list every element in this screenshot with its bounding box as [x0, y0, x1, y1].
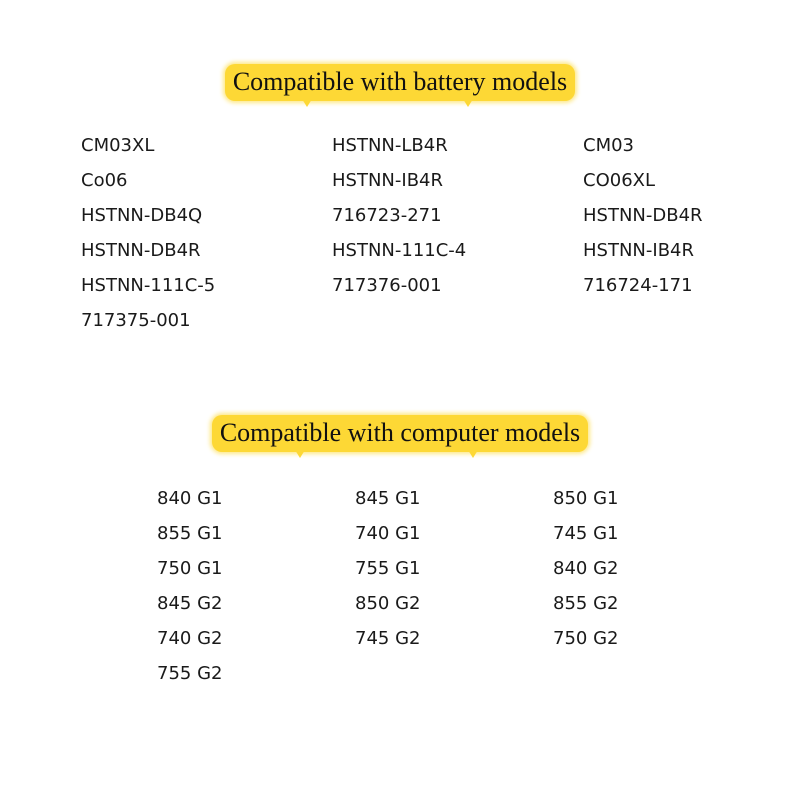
battery-model: CO06XL [583, 170, 655, 191]
battery-model: 716724-171 [583, 275, 693, 296]
battery-model: HSTNN-111C-5 [81, 275, 216, 296]
computer-model: 740 G1 [355, 523, 421, 544]
battery-model: HSTNN-DB4Q [81, 205, 203, 226]
computer-model: 745 G1 [553, 523, 619, 544]
computer-model: 845 G2 [157, 593, 223, 614]
computer-model: 850 G1 [553, 488, 619, 509]
computer-model: 840 G2 [553, 558, 619, 579]
battery-models-column-1 [81, 128, 215, 338]
battery-model: HSTNN-DB4R [583, 205, 703, 226]
computer-section-title: Compatible with computer models [212, 415, 588, 452]
battery-model: HSTNN-IB4R [332, 170, 443, 191]
battery-model: 717375-001 [81, 310, 191, 331]
computer-model: 755 G1 [355, 558, 421, 579]
battery-model: CM03XL [81, 135, 155, 156]
computer-model: 740 G2 [157, 628, 223, 649]
battery-model: 717376-001 [332, 275, 442, 296]
computer-models-column-1 [157, 481, 222, 691]
battery-section-title: Compatible with battery models [225, 64, 575, 101]
battery-model: 716723-271 [332, 205, 442, 226]
computer-model: 745 G2 [355, 628, 421, 649]
computer-model: 755 G2 [157, 663, 223, 684]
battery-model: HSTNN-LB4R [332, 135, 448, 156]
computer-models-column-2 [355, 481, 420, 656]
battery-model: HSTNN-DB4R [81, 240, 201, 261]
computer-model: 750 G2 [553, 628, 619, 649]
computer-section-heading [0, 415, 800, 452]
battery-section-heading [0, 64, 800, 101]
computer-model: 845 G1 [355, 488, 421, 509]
battery-model: HSTNN-IB4R [583, 240, 694, 261]
battery-model: CM03 [583, 135, 635, 156]
battery-models-column-3 [583, 128, 703, 303]
computer-model: 855 G1 [157, 523, 223, 544]
computer-model: 855 G2 [553, 593, 619, 614]
battery-models-column-2 [332, 128, 466, 303]
computer-models-column-3 [553, 481, 618, 656]
computer-model: 850 G2 [355, 593, 421, 614]
computer-model: 750 G1 [157, 558, 223, 579]
battery-model: HSTNN-111C-4 [332, 240, 467, 261]
computer-model: 840 G1 [157, 488, 223, 509]
battery-model: Co06 [81, 170, 128, 191]
